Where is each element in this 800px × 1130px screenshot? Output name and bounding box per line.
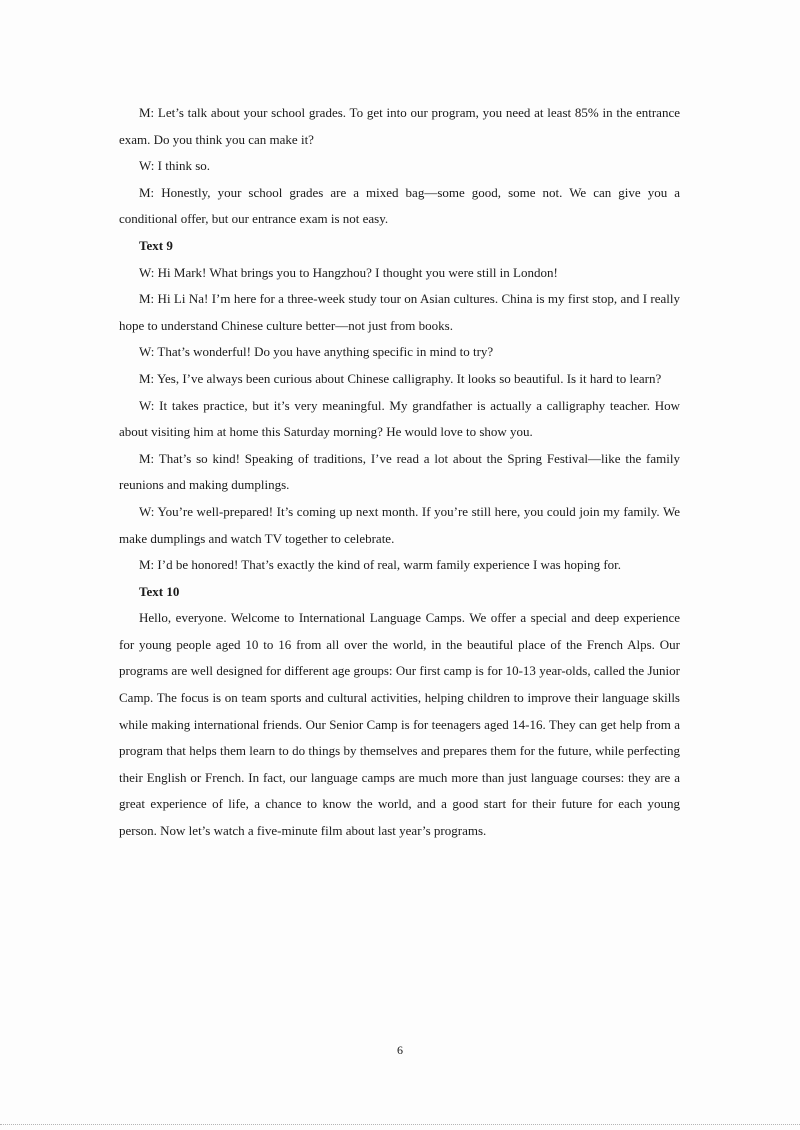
dialogue-line: M: Hi Li Na! I’m here for a three-week study tour on Asian cultures. China is my first stop, and I really hope to understand Chinese culture better—not just from books. — [119, 291, 680, 333]
dialogue-line: W: It takes practice, but it’s very meaningful. My grandfather is actually a calligraphy teacher. How about visiting him at home this Saturday morning? He would love to show you. — [119, 397, 680, 440]
page-number: 6 — [397, 1043, 403, 1057]
dialogue-line: W: Hi Mark! What brings you to Hangzhou? I thought you were still in London! — [139, 264, 558, 280]
dialogue-line: W: I think so. — [139, 158, 211, 174]
dialogue-line: W: That’s wonderful! Do you have anything specific in mind to try? — [139, 344, 494, 360]
dialogue-line: M: Let’s talk about your school grades. To get into our program, you need at least 85% in the entrance exam. Do you think you can make it? — [119, 105, 680, 147]
page-content — [119, 100, 680, 845]
dialogue-line: M: That’s so kind! Speaking of traditions, I’ve read a lot about the Spring Festival—like the family reunions and making dumplings. — [119, 450, 680, 493]
page-bottom-edge — [0, 1124, 800, 1126]
dialogue-line: M: I’d be honored! That’s exactly the kind of real, warm family experience I was hoping for. — [139, 557, 622, 573]
section-heading-text-9: Text 9 — [139, 237, 173, 253]
dialogue-line: M: Yes, I’ve always been curious about Chinese calligraphy. It looks so beautiful. Is it hard to learn? — [139, 370, 662, 386]
section-heading-text-10: Text 10 — [139, 583, 180, 599]
dialogue-line: W: You’re well-prepared! It’s coming up next month. If you’re still here, you could join my family. We make dumplings and watch TV together to celebrate. — [119, 503, 680, 546]
monologue-paragraph: Hello, everyone. Welcome to International Language Camps. We offer a special and deep experience for young people aged 10 to 16 from all over the world, in the beautiful place of the French Alps. Our programs are well designed for different age groups: Our first camp is for 10-13 year-olds, called the Junior Camp. The focus is on team sports and cultural activities, helping children to improve their language skills while making international friends. Our Senior Camp is for teenagers aged 14-16. They can get help from a program that helps them learn to do things by themselves and prepares them for the future, while perfecting their English or French. In fact, our language camps are much more than just language courses: they are a great experience of life, a chance to know the world, and a good start for their future for each young person. Now let’s watch a five-minute film about last year’s programs. — [119, 610, 680, 839]
dialogue-line: M: Honestly, your school grades are a mixed bag—some good, some not. We can give you a conditional offer, but our entrance exam is not easy. — [119, 184, 680, 227]
